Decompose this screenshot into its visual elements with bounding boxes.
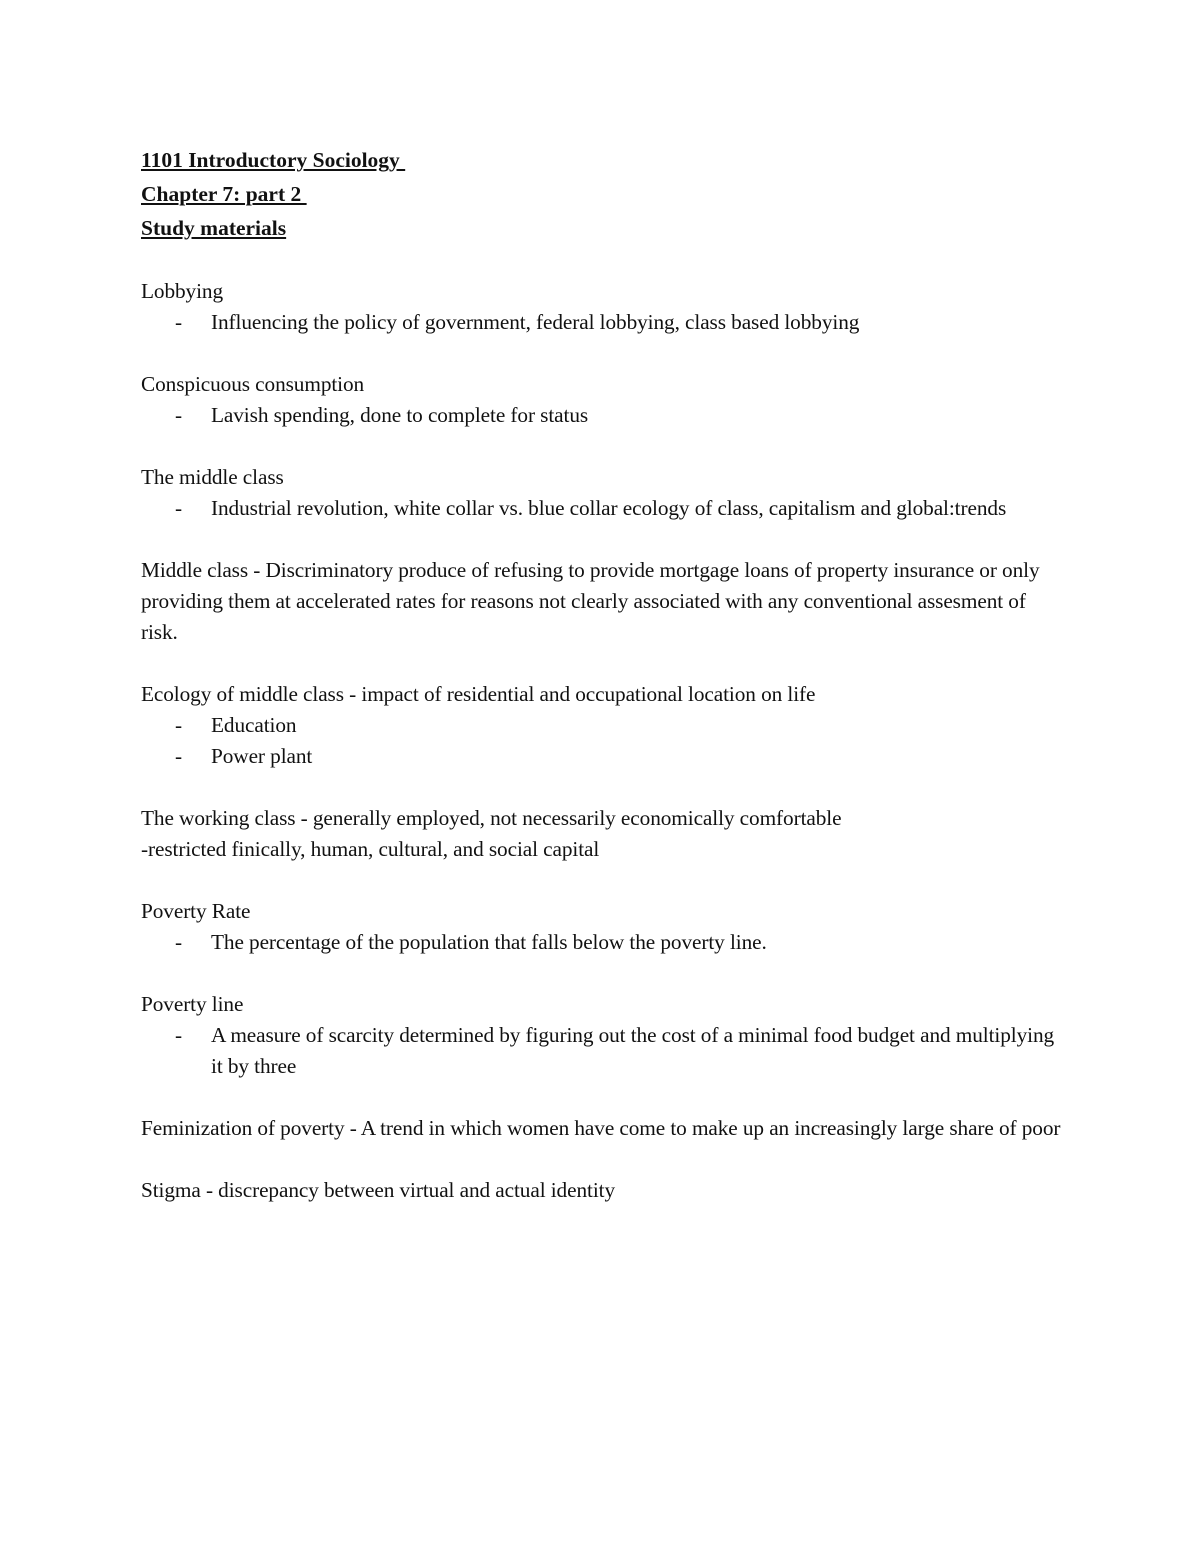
- document-body: [141, 143, 1061, 1206]
- bullet-marker: -: [175, 713, 182, 737]
- bullet-marker: -: [175, 403, 182, 427]
- term-middle-class: The middle class: [141, 465, 284, 489]
- bullet-marker: -: [175, 310, 182, 334]
- list-item: [141, 741, 1061, 772]
- list-item-text: Education: [211, 713, 297, 737]
- list-item: [141, 1020, 1061, 1082]
- stigma-definition: Stigma - discrepancy between virtual and actual identity: [141, 1178, 616, 1202]
- chapter-title: Chapter 7: part 2: [141, 182, 307, 206]
- working-class-line: -restricted finically, human, cultural, and social capital: [141, 837, 600, 861]
- list-item-text: Influencing the policy of government, federal lobbying, class based lobbying: [211, 310, 860, 334]
- list-item-text: The percentage of the population that falls below the poverty line.: [211, 930, 767, 954]
- bullet-marker: -: [175, 496, 182, 520]
- spacer: [141, 865, 1061, 896]
- term-poverty-rate: Poverty Rate: [141, 899, 251, 923]
- bullet-marker: -: [175, 930, 182, 954]
- list-item-text: Lavish spending, done to complete for status: [211, 403, 589, 427]
- term-lobbying: Lobbying: [141, 279, 224, 303]
- term-poverty-line: Poverty line: [141, 992, 244, 1016]
- list-item: [141, 493, 1061, 524]
- middle-class-definition: Middle class - Discriminatory produce of refusing to provide mortgage loans of property insurance or only providing them at accelerated rates for reasons not clearly associated with any conventional assesment of risk.: [141, 558, 1040, 644]
- term-ecology-middle-class: Ecology of middle class - impact of residential and occupational location on life: [141, 682, 816, 706]
- term-conspicuous-consumption: Conspicuous consumption: [141, 372, 365, 396]
- spacer: [141, 245, 1061, 276]
- spacer: [141, 431, 1061, 462]
- list-item: [141, 307, 1061, 338]
- spacer: [141, 772, 1061, 803]
- spacer: [141, 1082, 1061, 1113]
- list-item-text: Industrial revolution, white collar vs. blue collar ecology of class, capitalism and global:trends: [211, 496, 1007, 520]
- list-item: [141, 927, 1061, 958]
- spacer: [141, 524, 1061, 555]
- working-class-line: The working class - generally employed, not necessarily economically comfortable: [141, 806, 842, 830]
- feminization-of-poverty: Feminization of poverty - A trend in which women have come to make up an increasingly large share of poor: [141, 1116, 1061, 1140]
- spacer: [141, 648, 1061, 679]
- study-materials-title: Study materials: [141, 216, 287, 240]
- spacer: [141, 958, 1061, 989]
- list-item: [141, 400, 1061, 431]
- bullet-marker: -: [175, 1023, 182, 1047]
- spacer: [141, 1144, 1061, 1175]
- list-item-text: Power plant: [211, 744, 313, 768]
- list-item: [141, 710, 1061, 741]
- bullet-marker: -: [175, 744, 182, 768]
- course-title: 1101 Introductory Sociology: [141, 148, 406, 172]
- spacer: [141, 338, 1061, 369]
- list-item-text: A measure of scarcity determined by figuring out the cost of a minimal food budget and multiplying it by three: [211, 1023, 1055, 1078]
